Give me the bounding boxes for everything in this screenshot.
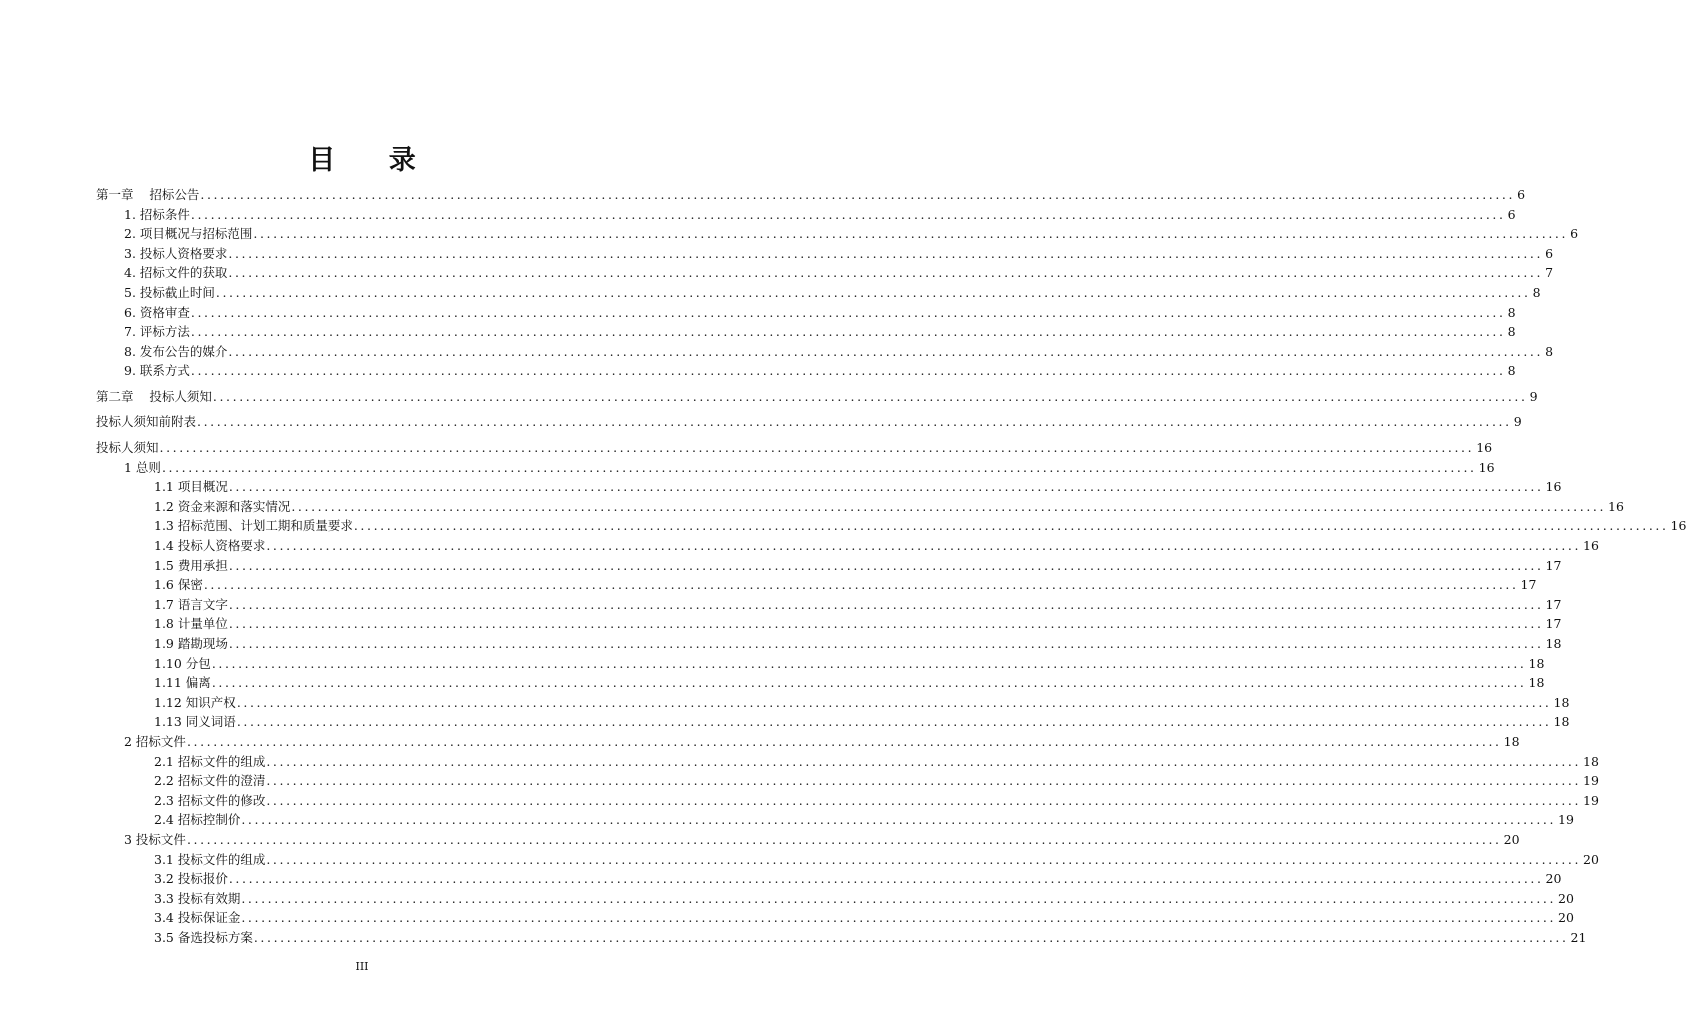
toc-entry-title: 2. 项目概况与招标范围 (124, 226, 253, 242)
toc-entry-title: 1.13 同义词语 (154, 714, 236, 730)
toc-entry-page: 20 (1503, 831, 1520, 847)
toc-entry-title: 3.3 投标有效期 (154, 890, 241, 906)
toc-entry[interactable] (96, 264, 1554, 282)
toc-entry-page: 8 (1532, 285, 1541, 300)
toc-leader-dots: ........................................................................................................................................................................................................ (228, 635, 1544, 651)
toc-entry-title: 3.5 备选投标方案 (154, 929, 253, 945)
toc-entry-title: 1.7 语言文字 (154, 596, 228, 612)
toc-leader-dots: ........................................................................................................................................................................................................ (228, 616, 1544, 632)
toc-leader-dots: ........................................................................................................................................................................................................ (200, 187, 1516, 202)
toc-entry-page: 16 (1476, 439, 1493, 455)
toc-entry-page: 17 (1545, 616, 1562, 632)
toc-entry-page: 18 (1528, 655, 1545, 671)
toc-entry-title: 1.3 招标范围、计划工期和质量要求 (154, 518, 353, 534)
toc-entry[interactable] (96, 929, 1587, 947)
toc-entry-title: 1.6 保密 (154, 577, 203, 593)
toc-entry-page: 8 (1545, 343, 1554, 359)
toc-entry-title: 6. 资格审查 (124, 304, 190, 320)
toc-entry-title: 2.1 招标文件的组成 (154, 753, 266, 769)
toc-entry-page: 20 (1558, 890, 1574, 906)
toc-entry-page: 18 (1553, 714, 1570, 730)
toc-entry[interactable] (96, 323, 1516, 341)
toc-leader-dots: ........................................................................................................................................................................................................ (241, 890, 1557, 906)
toc-entry-title: 2.3 招标文件的修改 (154, 792, 266, 808)
toc-entry[interactable] (96, 831, 1520, 849)
toc-entry[interactable] (96, 206, 1516, 224)
toc-entry-title: 第一章 招标公告 (96, 187, 200, 202)
toc-leader-dots: ........................................................................................................................................................................................................ (236, 694, 1552, 710)
toc-entry[interactable] (96, 851, 1599, 869)
toc-leader-dots: ........................................................................................................................................................................................................ (266, 851, 1582, 867)
toc-entry-page: 6 (1507, 206, 1516, 222)
toc-entry-page: 20 (1545, 871, 1562, 887)
toc-entry[interactable] (96, 811, 1574, 829)
toc-leader-dots: ........................................................................................................................................................................................................ (228, 596, 1544, 612)
toc-entry[interactable] (96, 576, 1537, 594)
toc-entry-title: 1.12 知识产权 (154, 694, 236, 710)
toc-entry-title: 3 投标文件 (124, 831, 186, 847)
toc-entry-title: 7. 评标方法 (124, 324, 190, 340)
toc-entry[interactable] (96, 517, 1686, 535)
toc-entry-title: 9. 联系方式 (124, 363, 190, 379)
toc-leader-dots: ........................................................................................................................................................................................................ (228, 479, 1544, 495)
toc-entry-title: 3. 投标人资格要求 (124, 245, 228, 261)
toc-leader-dots: ........................................................................................................................................................................................................ (228, 343, 1544, 359)
toc-leader-dots: ........................................................................................................................................................................................................ (266, 537, 1582, 553)
toc-entry[interactable] (96, 439, 1493, 457)
toc-leader-dots: ........................................................................................................................................................................................................ (228, 871, 1544, 887)
toc-leader-dots: ........................................................................................................................................................................................................ (266, 773, 1582, 789)
toc-entry-page: 9 (1529, 388, 1538, 404)
toc-entry[interactable] (96, 304, 1516, 322)
toc-entry[interactable] (96, 388, 1538, 406)
toc-entry[interactable] (96, 615, 1562, 633)
toc-entry-page: 6 (1545, 245, 1554, 261)
toc-leader-dots: ........................................................................................................................................................................................................ (203, 577, 1519, 593)
toc-entry[interactable] (96, 596, 1562, 614)
toc-leader-dots: ........................................................................................................................................................................................................ (190, 304, 1506, 320)
toc-entry-page: 18 (1528, 675, 1545, 691)
toc-leader-dots: ........................................................................................................................................................................................................ (161, 459, 1477, 475)
toc-entry[interactable] (96, 362, 1516, 380)
toc-entry[interactable] (96, 459, 1495, 477)
toc-entry-title: 1 总则 (124, 459, 161, 475)
toc-leader-dots: ........................................................................................................................................................................................................ (241, 910, 1557, 926)
toc-entry-title: 1.9 踏勘现场 (154, 635, 228, 651)
toc-leader-dots: ........................................................................................................................................................................................................ (241, 812, 1557, 828)
toc-entry-title: 1.4 投标人资格要求 (154, 537, 266, 553)
toc-leader-dots: ........................................................................................................................................................................................................ (228, 265, 1544, 281)
toc-entry-page: 21 (1570, 929, 1587, 945)
page-number: III (355, 960, 369, 973)
toc-entry-page: 19 (1583, 773, 1599, 789)
toc-entry[interactable] (96, 713, 1570, 731)
toc-entry[interactable] (96, 772, 1599, 790)
toc-entry[interactable] (96, 909, 1574, 927)
toc-entry-title: 投标人须知 (96, 439, 159, 455)
toc-entry-page: 9 (1513, 414, 1522, 430)
toc-entry-page: 17 (1545, 557, 1562, 573)
toc-entry-title: 8. 发布公告的媒介 (124, 343, 228, 359)
page-title: 目 录 (308, 145, 438, 176)
toc-leader-dots: ........................................................................................................................................................................................................ (190, 206, 1506, 222)
toc-entry-page: 8 (1507, 304, 1516, 320)
toc-entry-page: 16 (1670, 518, 1686, 534)
toc-leader-dots: ........................................................................................................................................................................................................ (159, 439, 1475, 455)
toc-entry[interactable] (96, 537, 1599, 555)
toc-entry[interactable] (96, 498, 1624, 516)
toc-entry[interactable] (96, 674, 1545, 692)
toc-entry-page: 18 (1503, 733, 1520, 749)
toc-entry-page: 6 (1517, 187, 1526, 202)
toc-entry[interactable] (96, 557, 1562, 575)
toc-entry-title: 1.5 费用承担 (154, 557, 228, 573)
toc-entry[interactable] (96, 186, 1526, 204)
toc-leader-dots: ........................................................................................................................................................................................................ (186, 733, 1502, 749)
toc-entry-title: 1.11 偏离 (154, 675, 211, 691)
toc-entry-page: 16 (1478, 459, 1495, 475)
toc-leader-dots: ........................................................................................................................................................................................................ (266, 753, 1582, 769)
toc-leader-dots: ........................................................................................................................................................................................................ (215, 285, 1531, 300)
toc-entry[interactable] (96, 343, 1554, 361)
toc-entry-title: 1.8 计量单位 (154, 616, 228, 632)
toc-entry-page: 16 (1583, 537, 1599, 553)
toc-entry-page: 17 (1545, 596, 1562, 612)
toc-leader-dots: ........................................................................................................................................................................................................ (353, 518, 1669, 534)
toc-entry-title: 投标人须知前附表 (96, 414, 197, 430)
toc-entry[interactable] (96, 753, 1599, 771)
toc-leader-dots: ........................................................................................................................................................................................................ (253, 929, 1569, 945)
toc-entry-title: 3.1 投标文件的组成 (154, 851, 266, 867)
toc-entry-title: 3.2 投标报价 (154, 871, 228, 887)
toc-entry-page: 19 (1583, 792, 1599, 808)
toc-entry-title: 1. 招标条件 (124, 206, 190, 222)
toc-leader-dots: ........................................................................................................................................................................................................ (228, 557, 1544, 573)
toc-leader-dots: ........................................................................................................................................................................................................ (211, 655, 1527, 671)
toc-entry-page: 19 (1558, 812, 1574, 828)
toc-entry-title: 5. 投标截止时间 (124, 285, 215, 300)
toc-entry[interactable] (96, 245, 1554, 263)
toc-entry[interactable] (96, 890, 1574, 908)
toc-entry[interactable] (96, 284, 1541, 302)
toc-entry-title: 3.4 投标保证金 (154, 910, 241, 926)
toc-entry-page: 8 (1507, 324, 1516, 340)
toc-entry[interactable] (96, 733, 1520, 751)
toc-entry-title: 1.1 项目概况 (154, 479, 228, 495)
toc-entry[interactable] (96, 635, 1562, 653)
toc-entry[interactable] (96, 413, 1522, 431)
toc-entry[interactable] (96, 870, 1562, 888)
toc-entry-page: 16 (1545, 479, 1562, 495)
toc-entry-title: 2 招标文件 (124, 733, 186, 749)
toc-leader-dots: ........................................................................................................................................................................................................ (212, 388, 1528, 404)
toc-entry[interactable] (96, 478, 1562, 496)
toc-entry-page: 18 (1545, 635, 1562, 651)
toc-entry-title: 2.2 招标文件的澄清 (154, 773, 266, 789)
toc-leader-dots: ........................................................................................................................................................................................................ (253, 226, 1569, 242)
toc-entry-title: 1.2 资金来源和落实情况 (154, 498, 291, 514)
toc-leader-dots: ........................................................................................................................................................................................................ (236, 714, 1552, 730)
toc-entry-page: 6 (1570, 226, 1579, 242)
toc-entry-page: 8 (1507, 363, 1516, 379)
toc-entry-page: 20 (1583, 851, 1599, 867)
toc-entry[interactable] (96, 655, 1545, 673)
toc-leader-dots: ........................................................................................................................................................................................................ (190, 324, 1506, 340)
toc-entry-title: 第二章 投标人须知 (96, 388, 212, 404)
toc-entry-page: 16 (1608, 498, 1624, 514)
toc-entry-title: 1.10 分包 (154, 655, 211, 671)
toc-entry-page: 18 (1553, 694, 1570, 710)
toc-entry[interactable] (96, 225, 1579, 243)
toc-leader-dots: ........................................................................................................................................................................................................ (228, 245, 1544, 261)
toc-leader-dots: ........................................................................................................................................................................................................ (211, 675, 1527, 691)
toc-leader-dots: ........................................................................................................................................................................................................ (190, 363, 1506, 379)
toc-entry[interactable] (96, 792, 1599, 810)
toc-leader-dots: ........................................................................................................................................................................................................ (186, 831, 1502, 847)
toc-leader-dots: ........................................................................................................................................................................................................ (291, 498, 1607, 514)
toc-leader-dots: ........................................................................................................................................................................................................ (197, 414, 1512, 430)
toc-leader-dots: ........................................................................................................................................................................................................ (266, 792, 1582, 808)
toc-entry-page: 17 (1520, 577, 1537, 593)
toc-entry-page: 18 (1583, 753, 1599, 769)
toc-entry-title: 4. 招标文件的获取 (124, 265, 228, 281)
toc-entry-title: 2.4 招标控制价 (154, 812, 241, 828)
toc-entry[interactable] (96, 694, 1570, 712)
toc-entry-page: 7 (1545, 265, 1554, 281)
toc-entry-page: 20 (1558, 910, 1574, 926)
